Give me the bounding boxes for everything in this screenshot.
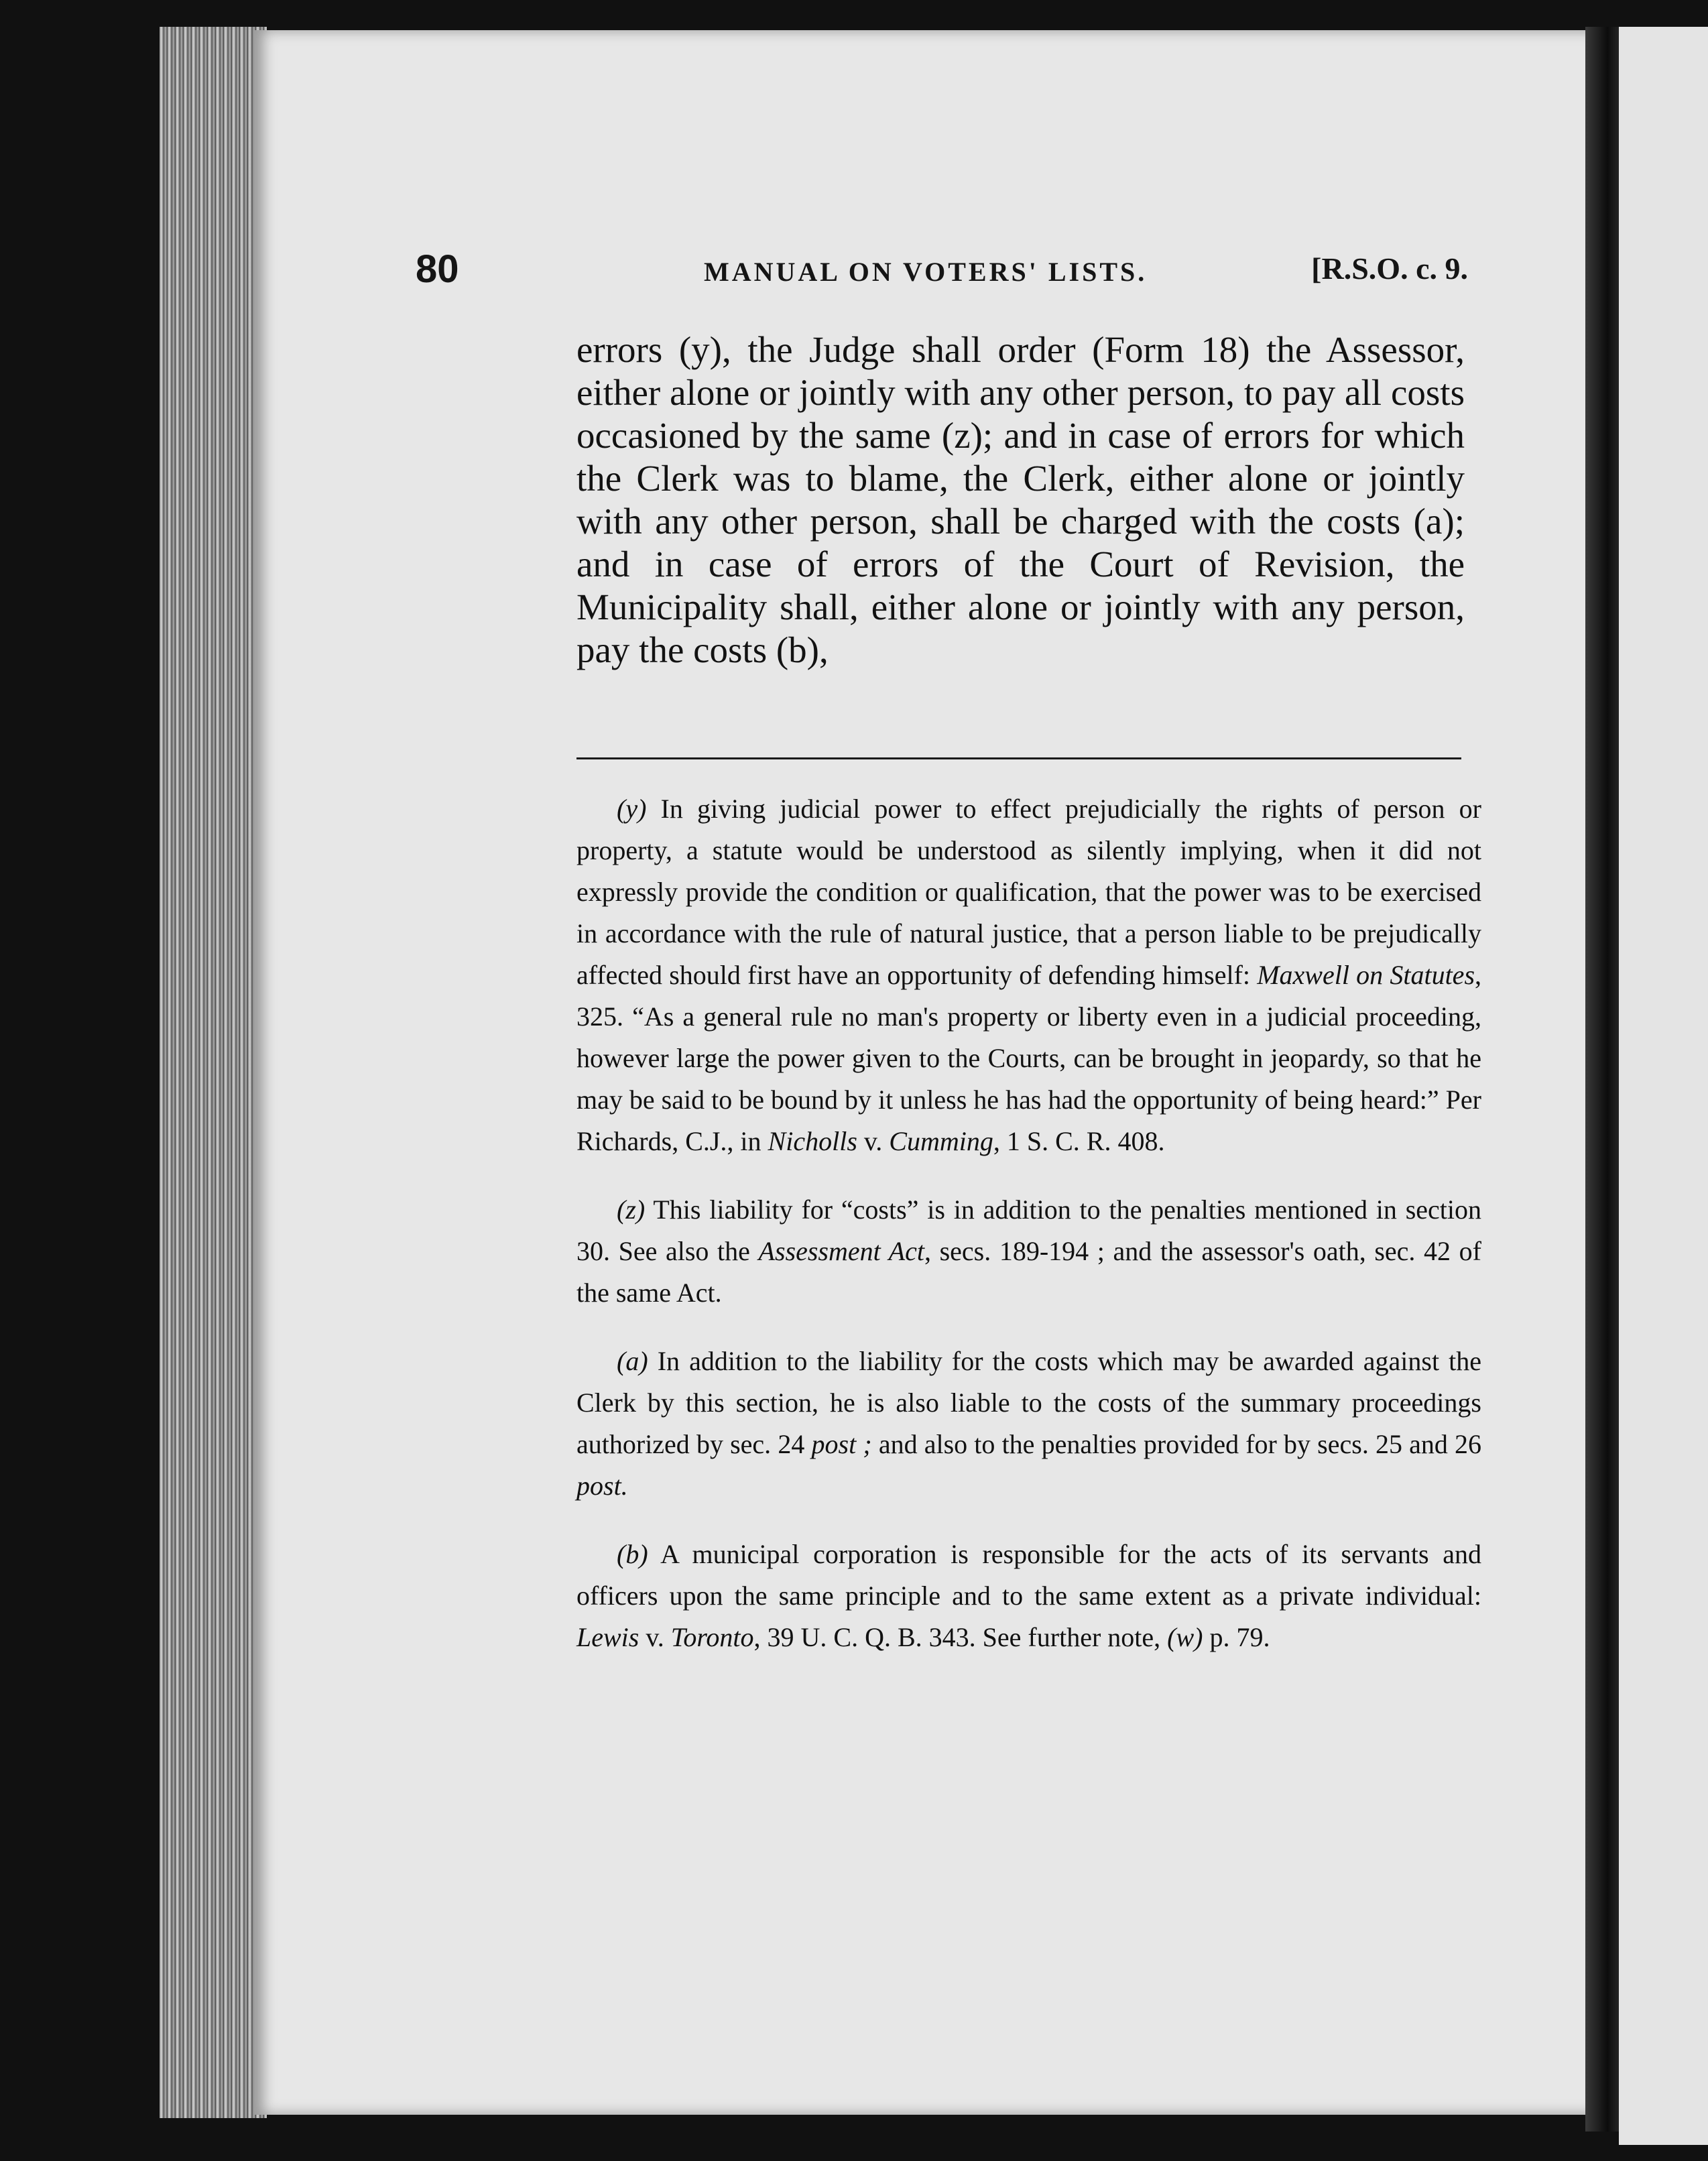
- page-number: 80: [416, 247, 459, 291]
- section-reference: [R.S.O. c. 9.: [1311, 251, 1468, 286]
- main-paragraph: errors (y), the Judge shall order (Form 18) the Assessor, either alone or jointly with any other person, to pay all costs occasioned by the same (z); and in case of errors for which the Clerk was to blame, the Clerk, either alone or jointly with any other person, shall be charged with the costs (a); and in case of errors of the Court of Revision, the Municipality shall, either alone or jointly with any person, pay the costs (b),: [576, 329, 1465, 670]
- footnote-z: (z) This liability for “costs” is in addition to the penalties mentioned in section 30. See also the Assessment Act, secs. 189-194 ; and the assessor's oath, sec. 42 of the same Act.: [576, 1194, 1481, 1308]
- footnotes: [576, 788, 1481, 1685]
- running-title: MANUAL ON VOTERS' LISTS.: [704, 257, 1148, 287]
- footnote-a: (a) In addition to the liability for the costs which may be awarded against the Clerk by this section, he is also liable to the costs of the summary proceedings authorized by sec. 24 post ; and also to the penalties provided for by secs. 25 and 26 post.: [576, 1346, 1482, 1501]
- adjacent-page-edge: [1619, 27, 1708, 2145]
- footnote-y: (y) In giving judicial power to effect prejudicially the rights of person or property, a statute would be understood as silently implying, when it did not expressly provide the condition or qualification, that the power was to be exercised in accordance with the rule of natural justice, that a person liable to be prejudically affected should first have an opportunity of defending himself: Maxwell on Statutes, 325. “As a general rule no man's property or liberty even in a judicial proceeding, however large the power given to the Courts, can be brought in jeopardy, so that he may be said to be bound by it unless he has had the opportunity of being heard:” Per Richards, C.J., in Nicholls v. Cumming, 1 S. C. R. 408.: [576, 794, 1482, 1156]
- book-page-edges: [160, 27, 267, 2118]
- footnote-b: (b) A municipal corporation is responsible for the acts of its servants and officers upon the same principle and to the same extent as a private individual: Lewis v. Toronto, 39 U. C. Q. B. 343. See further note, (w) p. 79.: [576, 1539, 1481, 1652]
- main-text: [576, 328, 1465, 672]
- running-header: [416, 247, 1468, 300]
- footnote-divider: [576, 757, 1461, 759]
- page-gutter: [1585, 27, 1622, 2132]
